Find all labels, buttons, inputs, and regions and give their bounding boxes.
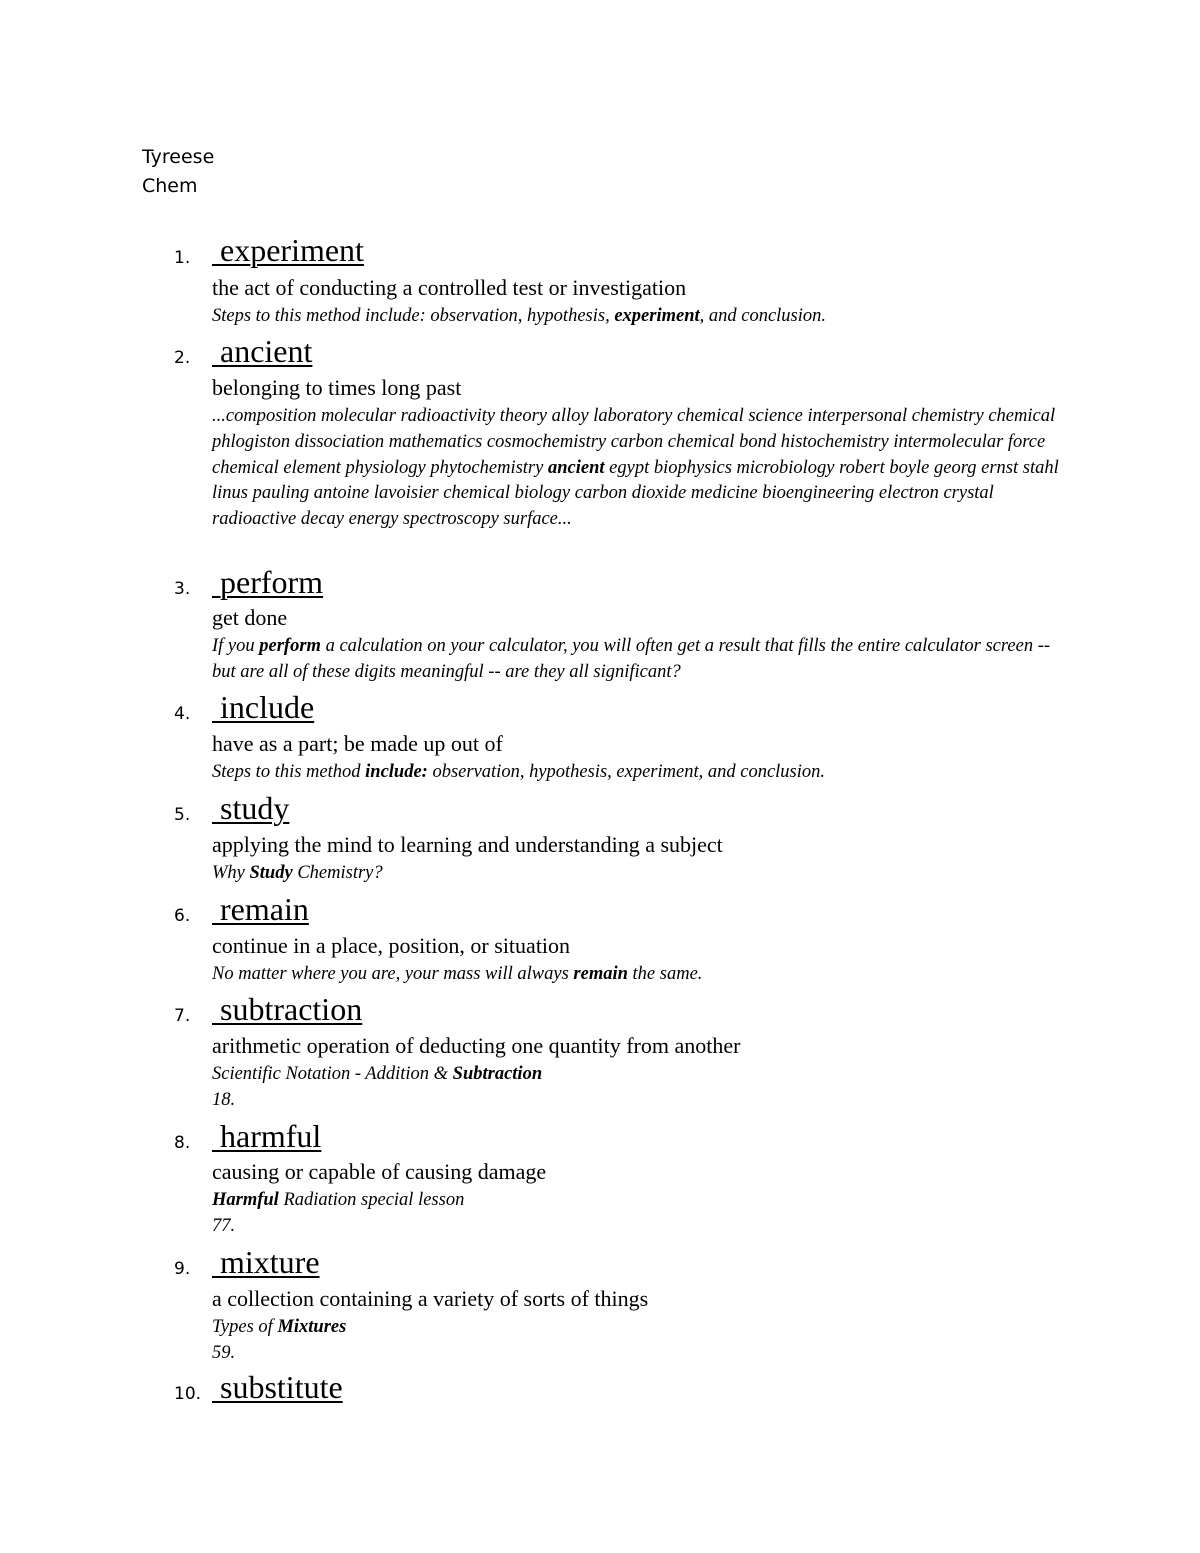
vocab-example: [212, 634, 1072, 686]
vocab-definition: arithmetic operation of deducting one quantity from another: [212, 1033, 741, 1058]
vocab-word: substitute: [212, 1369, 343, 1405]
vocab-word: subtraction: [212, 991, 363, 1027]
example-text: Steps to this method include: observation, hypothesis,: [212, 306, 615, 326]
entry-number: 6.: [174, 906, 191, 926]
entry-number: 7.: [174, 1006, 191, 1026]
vocab-definition: get done: [212, 605, 288, 630]
example-text: Radiation special lesson: [278, 1190, 465, 1210]
example-text: Scientific Notation - Addition &: [212, 1064, 453, 1084]
example-highlight: experiment: [614, 306, 700, 326]
vocab-example: [212, 1188, 1072, 1240]
example-text: a calculation on your calculator, you will often get a result that fills the entire calculator screen -- but are all of these digits meaningful -- are they all significant?: [212, 636, 1051, 682]
example-text: Chemistry?: [292, 863, 383, 883]
example-highlight: remain: [573, 964, 628, 984]
vocab-word: remain: [212, 891, 309, 927]
example-highlight: Study: [249, 863, 293, 883]
vocab-example: [212, 962, 1072, 988]
example-highlight: Subtraction: [452, 1064, 543, 1084]
vocab-definition: causing or capable of causing damage: [212, 1159, 547, 1184]
example-highlight: include:: [365, 762, 428, 782]
vocab-word: experiment: [212, 232, 364, 268]
example-page-number: 18.: [212, 1089, 236, 1110]
example-text: egypt biophysics microbiology robert boyle georg ernst stahl linus pauling antoine lavoisier chemical biology carbon dioxide medicine bioengineering electron crystal radioactive decay energy spectroscopy surface...: [212, 457, 1059, 530]
example-page-number: 77.: [212, 1215, 236, 1236]
entry-number: 1.: [174, 248, 191, 268]
example-text: the same.: [627, 964, 703, 984]
vocab-definition: the act of conducting a controlled test or investigation: [212, 275, 687, 300]
example-text: Types of: [212, 1317, 278, 1337]
entry-number: 5.: [174, 805, 191, 825]
vocab-example: [212, 1315, 1072, 1367]
example-highlight: Mixtures: [277, 1317, 347, 1337]
example-highlight: ancient: [547, 457, 605, 478]
vocab-word: mixture: [212, 1244, 320, 1280]
vocab-example: [212, 1062, 1072, 1114]
vocab-word: harmful: [212, 1118, 322, 1154]
example-highlight: Harmful: [212, 1190, 279, 1210]
example-text: No matter where you are, your mass will always: [212, 964, 574, 984]
entry-number: 10.: [174, 1384, 202, 1404]
vocab-example: [212, 404, 1072, 533]
example-text: observation, hypothesis, experiment, and conclusion.: [427, 762, 826, 782]
vocab-definition: belonging to times long past: [212, 375, 462, 400]
example-text: Why: [212, 863, 250, 883]
example-text: ...composition molecular radioactivity theory alloy laboratory chemical science interpersonal chemistry chemical phlogiston dissociation mathematics cosmochemistry carbon chemical bond histochemistry intermolecular force chemical element physiology phytochemistry: [212, 406, 1056, 478]
example-text: Steps to this method: [212, 762, 366, 782]
vocab-definition: a collection containing a variety of sorts of things: [212, 1286, 649, 1311]
vocab-definition: applying the mind to learning and understanding a subject: [212, 832, 723, 857]
document-header: [142, 143, 214, 201]
entry-number: 4.: [174, 704, 191, 724]
vocab-definition: have as a part; be made up out of: [212, 731, 503, 756]
vocab-example: [212, 304, 1072, 330]
student-name: Tyreese: [142, 146, 215, 168]
example-page-number: 59.: [212, 1342, 236, 1363]
vocab-word: study: [212, 790, 290, 826]
vocab-word: perform: [212, 564, 324, 600]
entry-number: 9.: [174, 1259, 191, 1279]
entry-number: 8.: [174, 1133, 191, 1153]
example-text: If you: [212, 636, 260, 656]
subject-name: Chem: [142, 175, 198, 197]
entry-number: 3.: [174, 579, 191, 599]
vocab-example: [212, 760, 1072, 786]
example-text: , and conclusion.: [699, 306, 827, 326]
entry-number: 2.: [174, 348, 191, 368]
vocab-word: include: [212, 689, 315, 725]
vocab-example: [212, 861, 1072, 887]
vocab-word: ancient: [212, 333, 313, 369]
example-highlight: perform: [259, 636, 321, 656]
vocab-definition: continue in a place, position, or situation: [212, 933, 571, 958]
